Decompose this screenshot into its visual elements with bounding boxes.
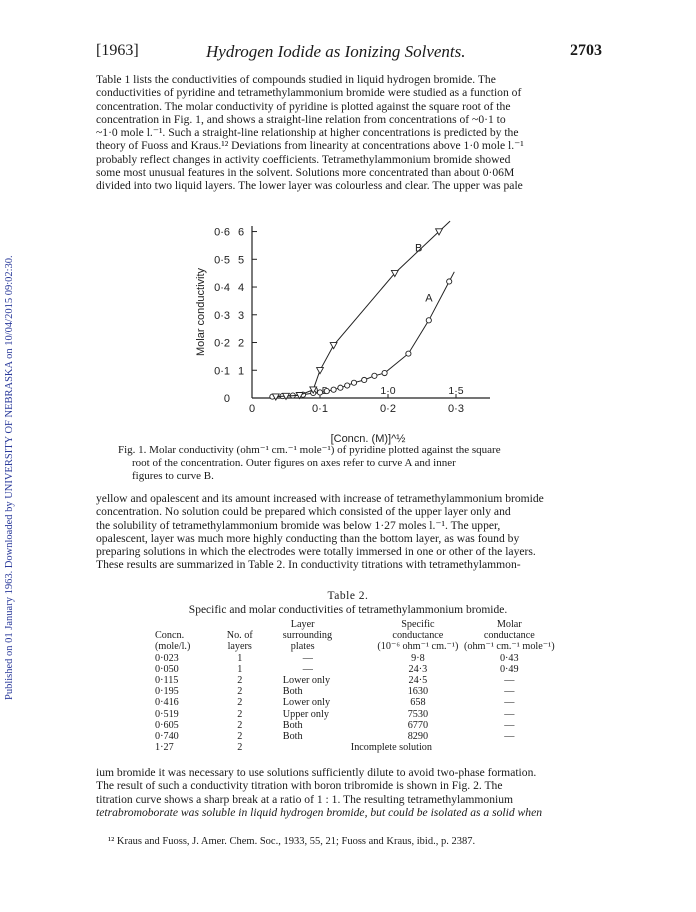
table-cell: Upper only — [282, 708, 329, 720]
caption-line: root of the concentration. Outer figures on axes refer to curve A and inner — [132, 457, 456, 469]
y-tick-label-inner: 2 — [238, 337, 245, 350]
table-cell: 0·605 — [155, 719, 179, 731]
data-point-A — [406, 351, 411, 356]
table-header-cell: plates — [290, 641, 315, 653]
series-label-A: A — [425, 292, 433, 305]
table-cell: 24·5 — [408, 675, 428, 687]
text-line: opalescent, layer was much more highly conducting than the bottom layer, as was found by — [96, 531, 520, 545]
table-cell: 2 — [237, 731, 243, 743]
table-cell: 0·115 — [155, 675, 179, 687]
table-header-cell: conductance — [483, 630, 535, 642]
table-header-cell — [211, 619, 269, 630]
table-title: Specific and molar conductivities of tetramethylammonium bromide. — [188, 604, 508, 616]
y-tick-label-outer: 0·5 — [214, 254, 230, 267]
data-point-A — [447, 279, 452, 284]
table-row — [155, 653, 555, 664]
table-cell: 0·519 — [155, 708, 179, 720]
table-row — [155, 709, 555, 720]
y-tick-label-outer: 0·2 — [214, 337, 230, 350]
table-header-cell: surrounding — [282, 630, 333, 642]
table-cell: 9·8 — [411, 652, 425, 664]
x-tick-label-outer: 0·2 — [380, 403, 396, 415]
paragraph-3 — [96, 766, 602, 819]
y-tick-label-inner: 5 — [238, 254, 245, 267]
text-line: ium bromide it was necessary to use solutions sufficiently dilute to avoid two-phase formation. — [96, 766, 537, 779]
text-line: theory of Fuoss and Kraus.¹² Deviations from linearity at concentrations above 1·0 mole l.⁻¹ — [96, 139, 524, 153]
table-cell: 1·27 — [155, 742, 174, 754]
figure-1-caption — [118, 444, 598, 483]
header-title: Hydrogen Iodide as Ionizing Solvents. — [206, 42, 466, 61]
table-header-cell: (10⁻⁶ ohm⁻¹ cm.⁻¹) — [377, 641, 459, 653]
table-cell: — — [504, 697, 515, 709]
y-tick-label-outer: 0·3 — [214, 309, 230, 322]
table-cell: 0·195 — [155, 686, 179, 698]
text-line: conductivities of pyridine and tetramethylammonium bromide were studied as a function of — [96, 86, 522, 100]
data-point-A — [331, 387, 336, 392]
header-year: [1963] — [96, 42, 139, 59]
table-cell: 24·3 — [408, 663, 428, 675]
table-cell: 8290 — [407, 731, 429, 743]
paragraph-2 — [96, 492, 602, 572]
y-tick-label-inner: 6 — [238, 226, 245, 239]
table-cell: 7530 — [407, 708, 429, 720]
table-cell: — — [302, 652, 313, 664]
paragraph-1 — [96, 73, 602, 193]
series-label-B: B — [415, 242, 423, 255]
table-cell: 2 — [237, 708, 243, 720]
table-label: Table 2. — [327, 590, 369, 602]
table-header-row — [155, 641, 555, 652]
text-line: the solubility of tetramethylammonium bromide was below 1·27 moles l.⁻¹. The upper, — [96, 518, 501, 532]
text-line: probably reflect changes in activity coefficients. Tetramethylammonium bromide showed — [96, 152, 511, 166]
data-point-A — [362, 377, 367, 382]
data-point-B — [317, 368, 324, 374]
caption-line: Fig. 1. Molar conductivity (ohm⁻¹ cm.⁻¹ mole⁻¹) of pyridine plotted against the square — [118, 444, 501, 456]
table-cell: 0·49 — [499, 663, 519, 675]
table-cell: 1 — [237, 663, 243, 675]
table-cell: 0·416 — [155, 697, 179, 709]
table-header-cell: Specific — [401, 619, 435, 630]
table-cell: — — [504, 731, 515, 743]
download-watermark — [2, 120, 16, 820]
table-cell: Lower only — [282, 697, 331, 709]
table-header-row — [155, 619, 555, 630]
table-cell: 2 — [237, 719, 243, 731]
running-header — [96, 42, 602, 64]
y-tick-label-outer: 0·1 — [214, 365, 230, 378]
text-line: titration curve shows a sharp break at a ratio of 1 : 1. The resulting tetramethylammonium — [96, 792, 514, 806]
table-cell: Both — [282, 719, 303, 731]
table-cell: 1630 — [407, 686, 429, 698]
table-cell: 2 — [237, 686, 243, 698]
page-number: 2703 — [570, 42, 602, 59]
y-tick-label-inner: 1 — [238, 365, 245, 378]
text-line: concentration. No solution could be prepared which consisted of the upper layer only and — [96, 505, 511, 519]
table-row — [155, 742, 555, 753]
data-point-A — [317, 390, 322, 395]
table-cell: — — [504, 708, 515, 720]
caption-line: figures to curve B. — [132, 470, 214, 482]
y-tick-label-outer: 0·4 — [214, 282, 230, 295]
table-row — [155, 675, 555, 686]
table-cell: Both — [282, 731, 303, 743]
data-point-A — [338, 385, 343, 390]
y-axis-label: Molar conductivity — [195, 267, 207, 357]
table-cell: 0·050 — [155, 663, 179, 675]
table-header-cell — [155, 619, 211, 630]
table-row — [155, 731, 555, 742]
table-row — [155, 720, 555, 731]
table-cell: Incomplete solution — [350, 742, 432, 754]
data-point-A — [426, 318, 431, 323]
table-cell: 2 — [237, 675, 243, 687]
text-line: Table 1 lists the conductivities of compounds studied in liquid hydrogen bromide. The — [96, 73, 496, 86]
x-tick-label-outer: 0·3 — [448, 403, 464, 415]
table-header-cell: No. of — [226, 630, 253, 642]
data-point-A — [345, 383, 350, 388]
table-header-cell: conductance — [392, 630, 444, 642]
table-row — [155, 697, 555, 708]
table-cell: Both — [282, 686, 303, 698]
table-cell: 6770 — [407, 719, 429, 731]
conductivity-table — [155, 619, 555, 753]
x-axis-label: [Concn. (M)]^½ — [330, 433, 406, 445]
text-line: concentration. The molar conductivity of pyridine is plotted against the square root of the — [96, 99, 511, 113]
table-cell: 0·023 — [155, 652, 179, 664]
data-point-A — [351, 380, 356, 385]
figure-1-chart — [190, 212, 530, 452]
table-header-cell: layers — [227, 641, 252, 653]
table-header-cell: (mole/l.) — [155, 641, 191, 653]
table-cell: — — [302, 663, 313, 675]
y-tick-label-outer: 0·6 — [214, 226, 230, 239]
table-row — [155, 686, 555, 697]
data-point-A — [372, 373, 377, 378]
data-point-A — [382, 370, 387, 375]
data-point-B — [330, 343, 337, 349]
x-tick-label-outer: 0 — [248, 403, 256, 415]
download-watermark-text: Published on 01 January 1963. Downloaded by UNIVERSITY OF NEBRASKA on 10/04/2015 09:02:30. — [4, 255, 15, 700]
text-line: preparing solutions in which the electrodes were totally immersed in one or other of the layers. — [96, 545, 536, 559]
text-line: These results are summarized in Table 2. In conductivity titrations with tetramethylammon- — [96, 558, 521, 572]
table-cell: — — [504, 686, 515, 698]
table-header-cell: Layer — [290, 619, 315, 630]
table-cell: 2 — [237, 697, 243, 709]
series-line-B — [276, 221, 450, 397]
table-cell: 2 — [237, 742, 243, 754]
table-header-cell: Concn. — [155, 630, 185, 642]
table-cell: — — [504, 675, 515, 687]
y-tick-label-inner: 3 — [238, 309, 245, 322]
text-line: tetrabromoborate was soluble in liquid hydrogen bromide, but could be isolated as a solid when — [96, 805, 543, 819]
text-line: The result of such a conductivity titration with boron tribromide is shown in Fig. 2. The — [96, 779, 503, 793]
table-cell: Lower only — [282, 675, 331, 687]
y-tick-label-inner: 4 — [238, 282, 245, 295]
x-tick-label-inner: 1·5 — [448, 385, 464, 397]
text-line: concentration in Fig. 1, and shows a straight-line relation from concentrations of ~0·1 to — [96, 112, 506, 126]
table-row — [155, 664, 555, 675]
data-point-A — [324, 388, 329, 393]
table-cell: — — [504, 719, 515, 731]
text-line: divided into two liquid layers. The lower layer was colourless and clear. The upper was pale — [96, 179, 523, 193]
x-tick-label-outer: 0·1 — [312, 403, 328, 415]
table-header-cell: Molar — [496, 619, 522, 630]
text-line: some most unusual features in the solvent. Solutions more concentrated than about 0·06M — [96, 166, 515, 180]
text-line: ~1·0 mole l.⁻¹. Such a straight-line relationship at higher concentrations is predicted by the — [96, 126, 519, 140]
x-tick-label-inner: 1·0 — [380, 385, 396, 397]
y-tick-label-outer: 0 — [223, 393, 230, 405]
text-line: yellow and opalescent and its amount increased with increase of tetramethylammonium bromide — [96, 492, 544, 505]
table-cell: 658 — [410, 697, 426, 709]
table-cell: 0·740 — [155, 731, 179, 743]
footnote: ¹² Kraus and Fuoss, J. Amer. Chem. Soc., 1933, 55, 21; Fuoss and Kraus, ibid., p. 2387. — [108, 836, 476, 847]
table-cell: 1 — [237, 652, 243, 664]
table-header-row — [155, 630, 555, 641]
table-header-cell: (ohm⁻¹ cm.⁻¹ mole⁻¹) — [463, 641, 555, 653]
table-cell: 0·43 — [499, 652, 519, 664]
